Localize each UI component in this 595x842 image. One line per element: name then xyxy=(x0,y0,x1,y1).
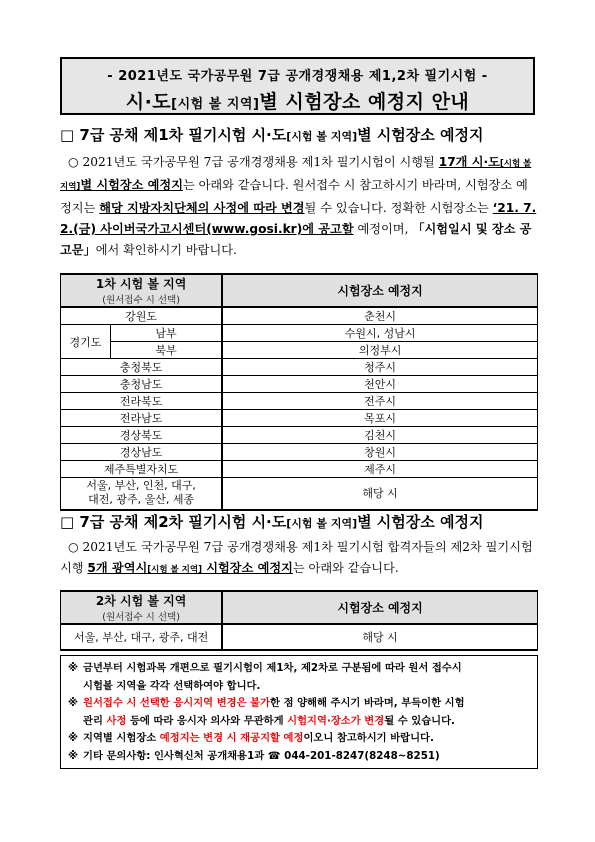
section2-heading: □ 7급 공채 제2차 필기시험 시·도[시험 볼 지역]별 시험장소 예정지 xyxy=(60,513,484,531)
table2-header-row xyxy=(61,591,538,624)
table-row: 제주특별자치도 제주시 xyxy=(61,461,538,478)
table-row: 충청남도 천안시 xyxy=(61,376,538,393)
table2-col1-header: 2차 시험 볼 지역 (원서접수 시 선택) xyxy=(61,591,223,624)
page-title: 시·도[시험 볼 지역]별 시험장소 예정지 안내 xyxy=(125,91,470,113)
table1-col1-header: 1차 시험 볼 지역 (원서접수 시 선택) xyxy=(61,274,223,307)
note-item: ※ 금년부터 시험과목 개편으로 필기시험이 제1차, 제2차로 구분됨에 따라 원서 접수시 xyxy=(68,662,462,674)
table-row: 경상북도 김천시 xyxy=(61,427,538,444)
table-row: 경상남도 창원시 xyxy=(61,444,538,461)
section2-paragraph: ○ 2021년도 국가공무원 7급 공개경쟁채용 제1차 필기시험 합격자들의 제2차 필기시험 시행 5개 광역시[시험 볼 지역] 시험장소 예정지는 아래와 같습니다. xyxy=(60,540,533,575)
note-item: ※ 원서접수 시 선택한 응시지역 변경은 불가한 점 양해해 주시기 바라며, 부득이한 시험 xyxy=(68,697,465,709)
table2-col2-header: 시험장소 예정지 xyxy=(222,591,537,624)
section1-heading: □ 7급 공채 제1차 필기시험 시·도[시험 볼 지역]별 시험장소 예정지 xyxy=(60,126,484,144)
note-item: ※ 지역별 시험장소 예정지는 변경 시 재공지할 예정이오니 참고하시기 바랍니다. xyxy=(68,732,434,744)
table1-header-row xyxy=(61,274,538,307)
table-row: 서울, 부산, 인천, 대구, 대전, 광주, 울산, 세종 해당 시 xyxy=(61,478,538,510)
table-row: 서울, 부산, 대구, 광주, 대전 해당 시 xyxy=(61,624,538,650)
section1-paragraph: ○ 2021년도 국가공무원 7급 공개경쟁채용 제1차 필기시험이 시행될 17개 시·도[시험 볼 지역]별 시험장소 예정지는 아래와 같습니다. 원서접수 시 참고하시기 바라며, 시험장소 예정지는 해당 지방자치단체의 사정에 따라 변경될 수 있습니다. 정확한 시험장소는 ‘21. 7. 2.(금) 사이버국가고시센터(www.gosi.kr)에 공고할 예정이며, 「시험일시 및 장소 공고문」에서 확인하시기 바랍니다. xyxy=(60,155,537,257)
table-row: 전라북도 전주시 xyxy=(61,393,538,410)
notes-box: ※ 금년부터 시험과목 개편으로 필기시험이 제1차, 제2차로 구분됨에 따라 원서 접수시 시험볼 지역을 각각 선택하여야 합니다. ※ 원서접수 시 선택한 응시지역 변경은 불가한 점 양해해 주시기 바라며, 부득이한 시험 관리 사정 등에 따라 응시자 의사와 무관하게 시험지역·장소가 변경될 수 있습니다. ※ 지역별 시험장소 예정지는 변경 시 재공지할 예정이오니 참고하시기 바랍니다. ※ 기타 문의사항: 인사혁신처 공개채용1과 ☎ 044-201-8247(8248~8251) xyxy=(60,655,538,769)
note-item: ※ 기타 문의사항: 인사혁신처 공개채용1과 ☎ 044-201-8247(8248~8251) xyxy=(68,748,531,766)
table-row: 강원도 춘천시 xyxy=(61,307,538,325)
page-subtitle: - 2021년도 국가공무원 7급 공개경쟁채용 제1,2차 필기시험 - xyxy=(107,69,488,84)
table-row: 충청북도 청주시 xyxy=(61,359,538,376)
gyeonggi-cell: 경기도 xyxy=(61,325,111,359)
table1-col2-header: 시험장소 예정지 xyxy=(222,274,537,307)
contact-info: 기타 문의사항: 인사혁신처 공개채용1과 ☎ 044-201-8247(8248~8251) xyxy=(83,749,440,762)
exam-site-table-2 xyxy=(60,590,538,651)
exam-site-table-1 xyxy=(60,273,538,511)
title-box xyxy=(60,57,535,115)
table-row: 북부 의정부시 xyxy=(61,342,538,359)
table-row: 경기도 남부 수원시, 성남시 xyxy=(61,325,538,342)
table-row: 전라남도 목포시 xyxy=(61,410,538,427)
